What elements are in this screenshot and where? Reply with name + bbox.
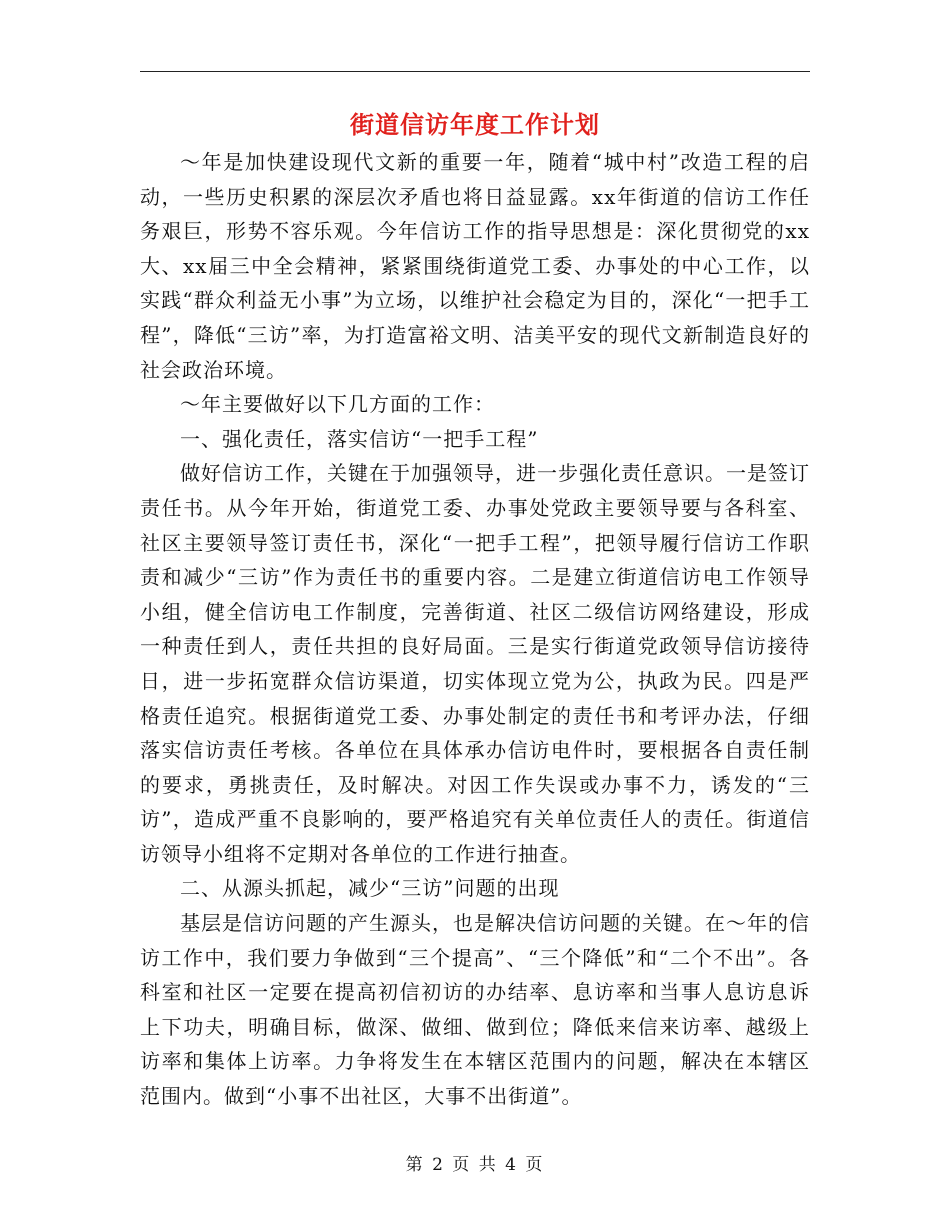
paragraph-section-2: 基层是信访问题的产生源头，也是解决信访问题的关键。在～年的信访工作中，我们要力争做到“三个提高”、“三个降低”和“二个不出”。各科室和社区一定要在提高初信初访的办结率、息访率和当事人息访息诉上下功夫，明确目标，做深、做细、做到位；降低来信来访率、越级上访率和集体上访率。力争将发生在本辖区范围内的问题，解决在本辖区范围内。做到“小事不出社区，大事不出街道”。 [140, 911, 810, 1109]
header-rule [140, 71, 810, 72]
document-title: 街道信访年度工作计划 [350, 111, 600, 139]
section-heading-2: 二、从源头抓起，减少“三访”问题的出现 [180, 876, 560, 901]
document-body [140, 145, 810, 1114]
paragraph-intro: ～年是加快建设现代文新的重要一年，随着“城中村”改造工程的启动，一些历史积累的深层次矛盾也将日益显露。xx年街道的信访工作任务艰巨，形势不容乐观。今年信访工作的指导思想是：深化贯彻党的xx大、xx届三中全会精神，紧紧围绕街道党工委、办事处的中心工作，以实践“群众利益无小事”为立场，以维护社会稳定为目的，深化“一把手工程”，降低“三访”率，为打造富裕文明、洁美平安的现代文新制造良好的社会政治环境。 [140, 150, 810, 382]
paragraph-section-1: 做好信访工作，关键在于加强领导，进一步强化责任意识。一是签订责任书。从今年开始，街道党工委、办事处党政主要领导要与各科室、社区主要领导签订责任书，深化“一把手工程”，把领导履行信访工作职责和减少“三访”作为责任书的重要内容。二是建立街道信访电工作领导小组，健全信访电工作制度，完善街道、社区二级信访网络建设，形成一种责任到人，责任共担的良好局面。三是实行街道党政领导信访接待日，进一步拓宽群众信访渠道，切实体现立党为公，执政为民。四是严格责任追究。根据街道党工委、办事处制定的责任书和考评办法，仔细落实信访责任考核。各单位在具体承办信访电件时，要根据各自责任制的要求，勇挑责任，及时解决。对因工作失误或办事不力，诱发的“三访”，造成严重不良影响的，要严格追究有关单位责任人的责任。街道信访领导小组将不定期对各单位的工作进行抽查。 [140, 461, 810, 866]
paragraph-overview: ～年主要做好以下几方面的工作： [180, 392, 495, 417]
section-heading-1: 一、强化责任，落实信访“一把手工程” [180, 426, 539, 451]
page-number-footer: 第 2 页 共 4 页 [405, 1155, 545, 1175]
